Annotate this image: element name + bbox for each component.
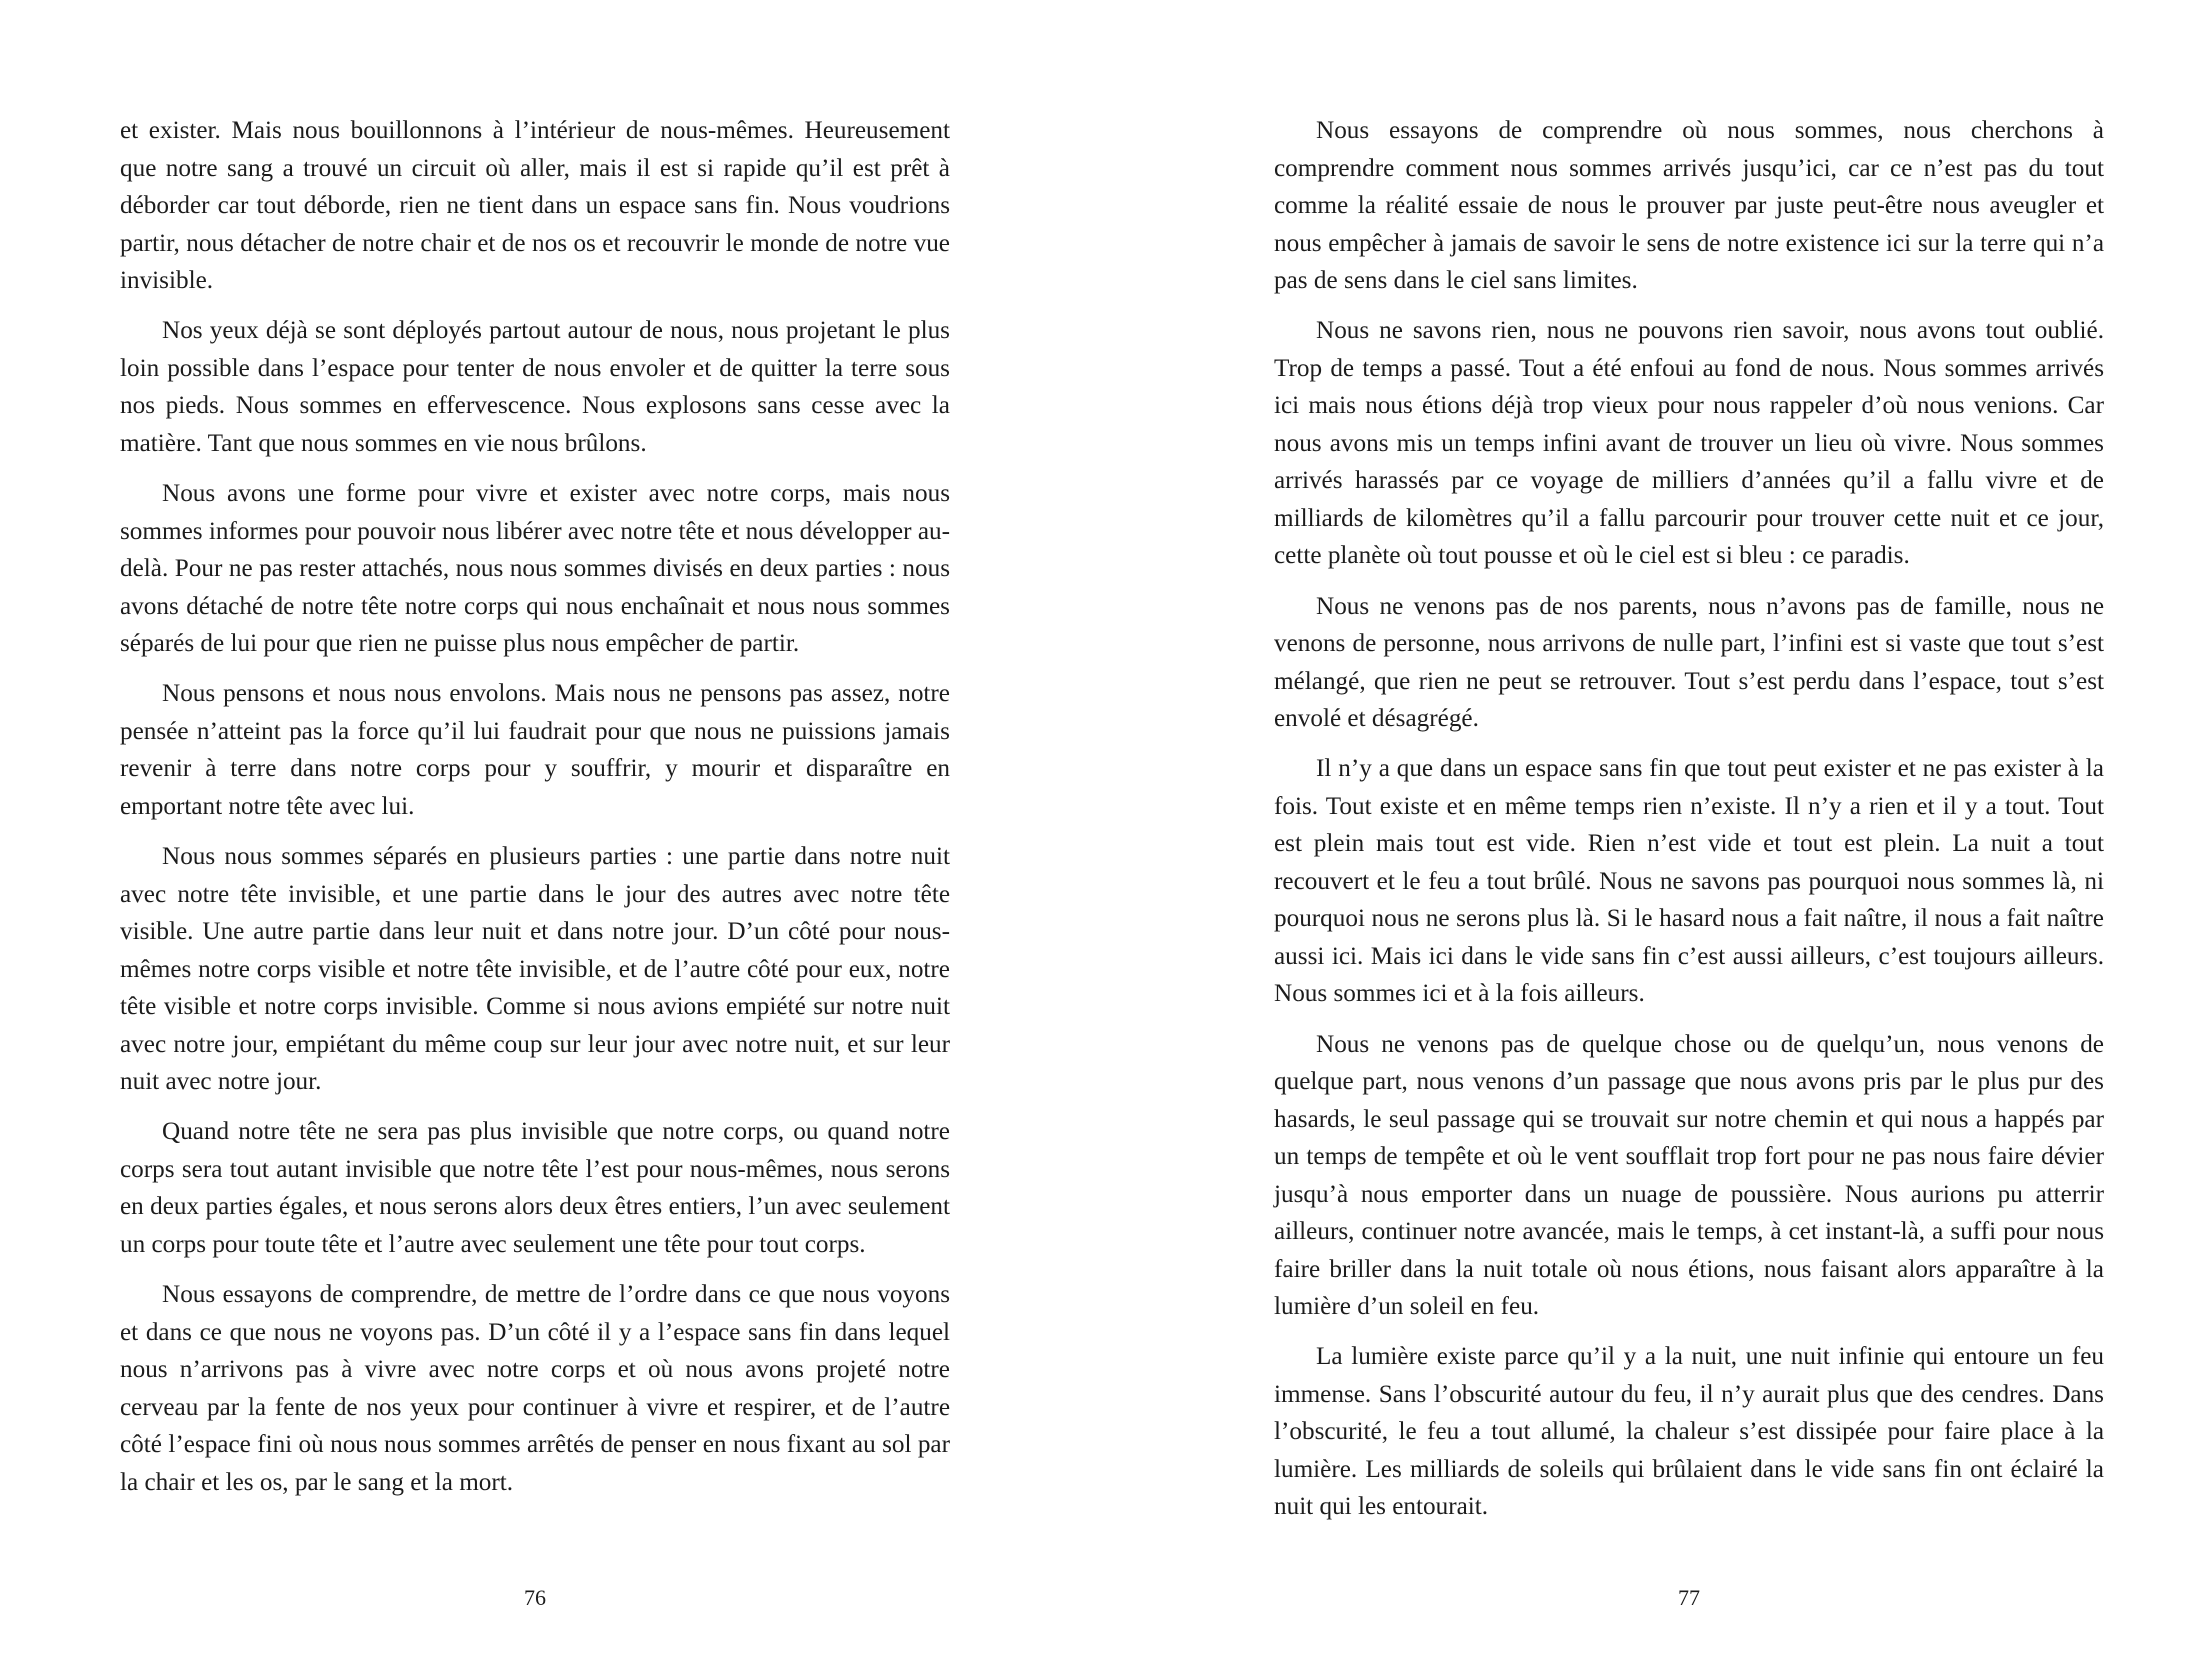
paragraph: Nous essayons de comprendre, de mettre de l’ordre dans ce que nous voyons et dans ce que nous ne voyons pas. D’un côté il y a l’espace sans fin dans lequel nous n’arrivons pas à vivre avec notre corps et où nous avons projeté notre cerveau par la fente de nos yeux pour continuer à vivre et respirer, et de l’autre côté l’espace fini où nous nous sommes arrêtés de penser en nous fixant au sol par la chair et les os, par le sang et la mort. bbox=[120, 1281, 950, 1496]
left-page-text bbox=[120, 112, 950, 1514]
paragraph: Quand notre tête ne sera pas plus invisible que notre corps, ou quand notre corps sera tout autant invisible que notre tête l’est pour nous-mêmes, nous serons en deux parties égales, et nous serons alors deux êtres entiers, l’un avec seulement un corps pour toute tête et l’autre avec seulement une tête pour tout corps. bbox=[120, 1118, 950, 1258]
page-number: 77 bbox=[1678, 1585, 1700, 1610]
paragraph: Nous ne venons pas de nos parents, nous n’avons pas de famille, nous ne venons de personne, nous arrivons de nulle part, l’infini est si vaste que tout s’est mélangé, que rien ne peut se retrouver. Tout s’est perdu dans l’espace, tout s’est envolé et désagrégé. bbox=[1274, 592, 2104, 733]
paragraph: Nous ne savons rien, nous ne pouvons rien savoir, nous avons tout oublié. Trop de temps a passé. Tout a été enfoui au fond de nous. Nous sommes arrivés ici mais nous étions déjà trop vieux pour nous rappeler d’où nous venions. Car nous avons mis un temps infini avant de trouver un lieu où vivre. Nous sommes arrivés harassés par ce voyage de milliers d’années qu’il a fallu vivre et de milliards de kilomètres qu’il a fallu parcourir pour trouver cette nuit et ce jour, cette planète où tout pousse et où le ciel est si bleu : ce paradis. bbox=[1274, 317, 2104, 570]
paragraph: Nous pensons et nous nous envolons. Mais nous ne pensons pas assez, notre pensée n’atteint pas la force qu’il lui faudrait pour que nous ne puissions jamais revenir à terre dans notre corps pour y souffrir, y mourir et disparaître en emportant notre tête avec lui. bbox=[120, 680, 950, 820]
page-number: 76 bbox=[524, 1585, 546, 1610]
left-page bbox=[0, 0, 1102, 1654]
paragraph: Nous essayons de comprendre où nous sommes, nous cherchons à comprendre comment nous sommes arrivés jusqu’ici, car ce n’est pas du tout comme la réalité essaie de nous le prouver par juste peut-être nous aveugler et nous empêcher à jamais de savoir le sens de notre existence ici sur la terre qui n’a pas de sens dans le ciel sans limites. bbox=[1274, 117, 2104, 294]
right-page bbox=[1103, 0, 2205, 1654]
paragraph: et exister. Mais nous bouillonnons à l’intérieur de nous-mêmes. Heureusement que notre sang a trouvé un circuit où aller, mais il est si rapide qu’il est prêt à déborder car tout déborde, rien ne tient dans un espace sans fin. Nous voudrions partir, nous détacher de notre chair et de nos os et recouvrir le monde de notre vue invisible. bbox=[120, 117, 950, 294]
paragraph: Il n’y a que dans un espace sans fin que tout peut exister et ne pas exister à la fois. Tout existe et en même temps rien n’existe. Il n’y a rien et il y a tout. Tout est plein mais tout est vide. Rien n’est vide et tout est plein. La nuit a tout recouvert et le feu a tout brûlé. Nous ne savons pas pourquoi nous sommes là, ni pourquoi nous ne serons plus là. Si le hasard nous a fait naître, il nous a fait naître aussi ici. Mais ici dans le vide sans fin c’est aussi ailleurs, c’est toujours ailleurs. Nous sommes ici et à la fois ailleurs. bbox=[1274, 755, 2104, 1008]
paragraph: Nous avons une forme pour vivre et exister avec notre corps, mais nous sommes informes pour pouvoir nous libérer avec notre tête et nous développer au-delà. Pour ne pas rester attachés, nous nous sommes divisés en deux parties : nous avons détaché de notre tête notre corps qui nous enchaînait et nous nous sommes séparés de lui pour que rien ne puisse plus nous empêcher de partir. bbox=[120, 480, 950, 658]
right-page-text bbox=[1274, 112, 2104, 1539]
paragraph: Nous ne venons pas de quelque chose ou de quelqu’un, nous venons de quelque part, nous venons d’un passage que nous avons pris par le plus pur des hasards, le seul passage qui se trouvait sur notre chemin et qui nous a happés par un temps de tempête et où le vent soufflait trop fort pour ne pas nous faire dévier jusqu’à nous emporter dans un nuage de poussière. Nous aurions pu atterrir ailleurs, continuer notre avancée, mais le temps, à cet instant-là, a suffi pour nous faire briller dans la nuit totale où nous étions, nous faisant alors apparaître à la lumière d’un soleil en feu. bbox=[1274, 1030, 2104, 1321]
paragraph: Nos yeux déjà se sont déployés partout autour de nous, nous projetant le plus loin possible dans l’espace pour tenter de nous envoler et de quitter la terre sous nos pieds. Nous sommes en effervescence. Nous explosons sans cesse avec la matière. Tant que nous sommes en vie nous brûlons. bbox=[120, 317, 950, 457]
paragraph: Nous nous sommes séparés en plusieurs parties : une partie dans notre nuit avec notre tête invisible, et une partie dans le jour des autres avec notre tête visible. Une autre partie dans leur nuit et dans notre jour. D’un côté pour nous-mêmes notre corps visible et notre tête invisible, et de l’autre côté pour eux, notre tête visible et notre corps invisible. Comme si nous avions empiété sur notre nuit avec notre jour, empiétant du même coup sur leur jour avec notre nuit, et sur leur nuit avec notre jour. bbox=[120, 843, 950, 1096]
paragraph: La lumière existe parce qu’il y a la nuit, une nuit infinie qui entoure un feu immense. Sans l’obscurité autour du feu, il n’y aurait plus que des cendres. Dans l’obscurité, le feu a tout allumé, la chaleur s’est dissipée pour faire place à la lumière. Les milliards de soleils qui brûlaient dans le vide sans fin ont éclairé la nuit qui les entourait. bbox=[1274, 1343, 2104, 1521]
